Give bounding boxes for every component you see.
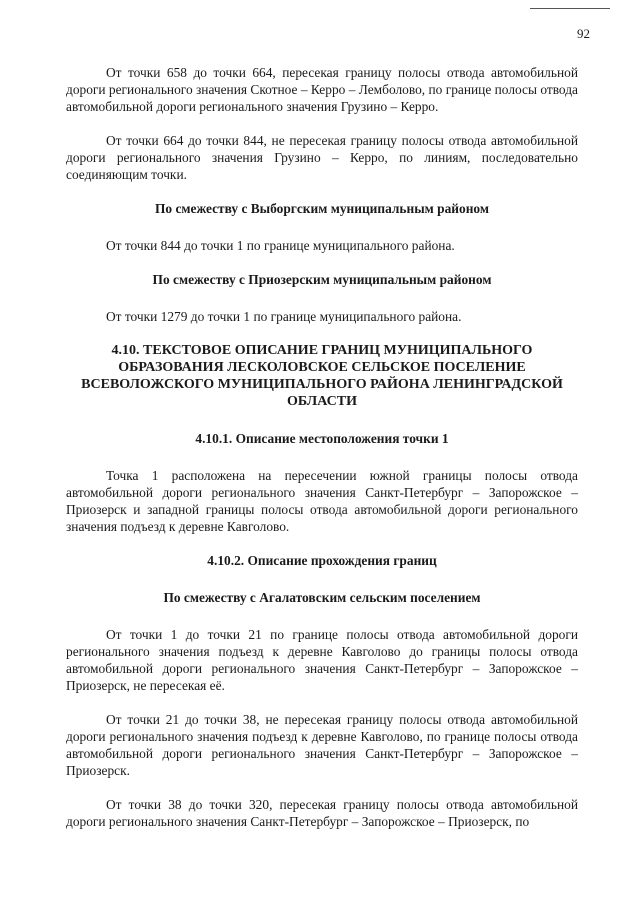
paragraph-1279-1: От точки 1279 до точки 1 по границе муниципального района. — [106, 309, 462, 324]
heading-vyborg-district: По смежеству с Выборгским муниципальным районом — [155, 201, 489, 216]
heading-4-10-1: 4.10.1. Описание местоположения точки 1 — [195, 431, 449, 446]
header-rule — [530, 8, 610, 9]
paragraph-21-38: От точки 21 до точки 38, не пересекая границу полосы отвода автомобильной дороги регионального значения подъезд к деревне Кавголово, по границе полосы отвода автомобильной дороги регионального значения Санкт-Петербург – Запорожское – Приозерск. — [66, 712, 578, 778]
page-number: 92 — [577, 26, 590, 41]
section-title-4-10: 4.10. ТЕКСТОВОЕ ОПИСАНИЕ ГРАНИЦ МУНИЦИПАЛЬНОГО ОБРАЗОВАНИЯ ЛЕСКОЛОВСКОЕ СЕЛЬСКОЕ ПОСЕЛЕНИЕ ВСЕВОЛОЖСКОГО МУНИЦИПАЛЬНОГО РАЙОНА ЛЕНИНГРАДСКОЙ ОБЛАСТИ — [81, 343, 563, 409]
heading-4-10-2: 4.10.2. Описание прохождения границ — [207, 553, 437, 568]
document-body — [66, 64, 578, 830]
paragraph-658-664: От точки 658 до точки 664, пересекая границу полосы отвода автомобильной дороги регионального значения Скотное – Керро – Лемболово, по границе полосы отвода автомобильной дороги регионального значения Грузино – Керро. — [66, 65, 578, 114]
paragraph-664-844: От точки 664 до точки 844, не пересекая границу полосы отвода автомобильной дороги регионального значения Грузино – Керро, по линиям, последовательно соединяющим точки. — [66, 133, 578, 182]
paragraph-38-320: От точки 38 до точки 320, пересекая границу полосы отвода автомобильной дороги регионального значения Санкт-Петербург – Запорожское – Приозерск, по — [66, 797, 578, 829]
heading-priozersk-district: По смежеству с Приозерским муниципальным районом — [152, 272, 492, 287]
paragraph-1-21: От точки 1 до точки 21 по границе полосы отвода автомобильной дороги регионального значения подъезд к деревне Кавголово до границы полосы отвода автомобильной дороги регионального значения Санкт-Петербург – Запорожское – Приозерск, не пересекая её. — [66, 627, 578, 693]
heading-agalatovo-settlement: По смежеству с Агалатовским сельским поселением — [163, 590, 481, 605]
paragraph-844-1: От точки 844 до точки 1 по границе муниципального района. — [106, 238, 455, 253]
paragraph-point-1-location: Точка 1 расположена на пересечении южной границы полосы отвода автомобильной дороги регионального значения Санкт-Петербург – Запорожское – Приозерск и западной границы полосы отвода автомобильной дороги регионального значения подъезд к деревне Кавголово. — [66, 468, 578, 534]
